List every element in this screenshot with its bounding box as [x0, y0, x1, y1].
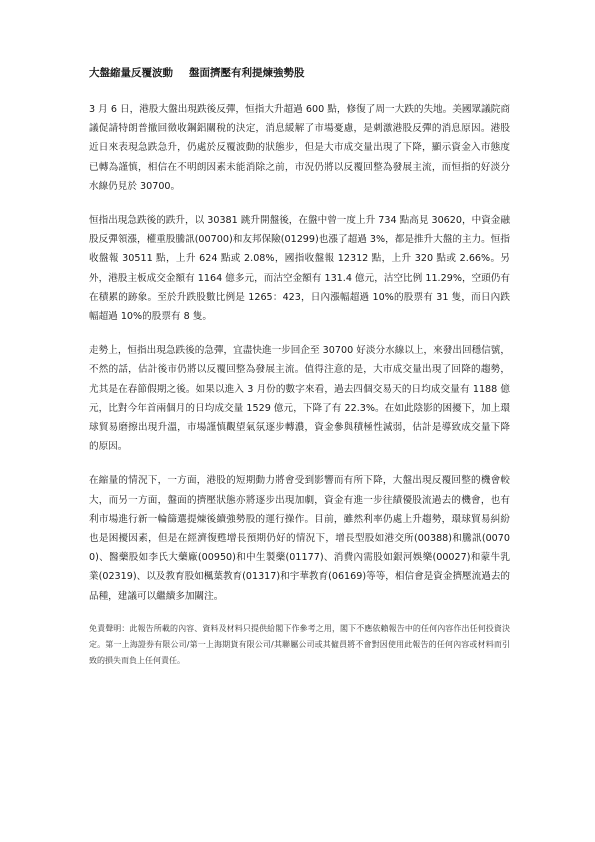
- paragraph-2: 恒指出現急跌後的跌升，以 30381 跳升開盤後，在盤中曾一度上升 734 點高見 30620，中資金融股反彈領漲，權重股騰訊(00700)和友邦保險(01299)也漲了超過 3%，都是推升大盤的主力。恒指收盤報 30511 點，上升 624 點或 2.08%，國指收盤報 12312 點，上升 320 點或 2.66%。另外，港股主板成交金額有 1164 億多元，而沽空金額有 131.4 億元，沽空比例 11.29%，空頭仍有在積累的跡象。至於升跌股數比例是 1265：423，日內漲幅超過 10%的股票有 31 隻，而日內跌幅超過 10%的股票有 8 隻。: [89, 215, 510, 323]
- page-title: [89, 66, 510, 80]
- title-part-1: 大盤縮量反覆波動: [89, 67, 173, 79]
- title-part-2: 盤面擠壓有利提煉強勢股: [189, 67, 305, 79]
- paragraph-4: 在縮量的情況下，一方面，港股的短期動力將會受到影響而有所下降，大盤出現反覆回整的機會較大，而另一方面，盤面的擠壓狀態亦將逐步出現加劇，資金有進一步往績優股流過去的機會，也有利市場進行新一輪篩選提煉後續強勢股的運行操作。目前，雖然利率仍處上升趨勢，環球貿易糾紛也是困擾因素，但是在經濟復甦增長預期仍好的情況下，增長型股如港交所(00388)和騰訊(00700)、醫藥股如李氏大藥廠(00950)和中生製藥(01177)、消費內需股如銀河娛樂(00027)和蒙牛乳業(02319)、以及教育股如楓葉教育(01317)和宇華教育(06169)等等，相信會是資金擠壓流過去的品種，建議可以繼續多加關注。: [89, 475, 511, 602]
- paragraph-1: 3 月 6 日，港股大盤出現跌後反彈，恒指大升超過 600 點，修復了周一大跌的失地。美國眾議院商議促請特朗普撤回徵收鋼鋁關稅的決定，消息緩解了市場憂慮，是刺激港股反彈的消息原因。港股近日來表現急跌急升，仍處於反覆波動的狀態步，但是大市成交量出現了下降，顯示資金入市態度已轉為謹慎，相信在不明朗因素未能消除之前，市況仍將以反覆回整為發展主流，而恒指的好淡分水線仍見於 30700。: [89, 104, 510, 192]
- document-page: [89, 66, 510, 669]
- paragraph-3: 走勢上，恒指出現急跌後的急彈，宜盡快進一步回企至 30700 好淡分水線以上，來發出回穩信號，不然的話，估計後市仍將以反覆回整為發展主流。值得注意的是，大市成交量出現了回降的趨勢，尤其是在春節假期之後。如果以進入 3 月份的數字來看，過去四個交易天的日均成交量有 1188 億元，比對今年首兩個月的日均成交量 1529 億元，下降了有 22.3%。在如此陰影的困擾下，加上環球貿易磨擦出現升溫，市場謹慎觀望氣氛逐步轉濃，資金參與積極性減弱，估計是導致成交量下降的原因。: [89, 345, 510, 453]
- disclaimer: 免責聲明：此報告所載的內容、資料及材料只提供給閣下作參考之用，閣下不應依賴報告中的任何內容作出任何投資決定。第一上海證券有限公司/第一上海期貨有限公司/其聯屬公司或其僱員將不會對因使用此報告的任何內容或材料而引致的損失而負上任何責任。: [89, 623, 510, 665]
